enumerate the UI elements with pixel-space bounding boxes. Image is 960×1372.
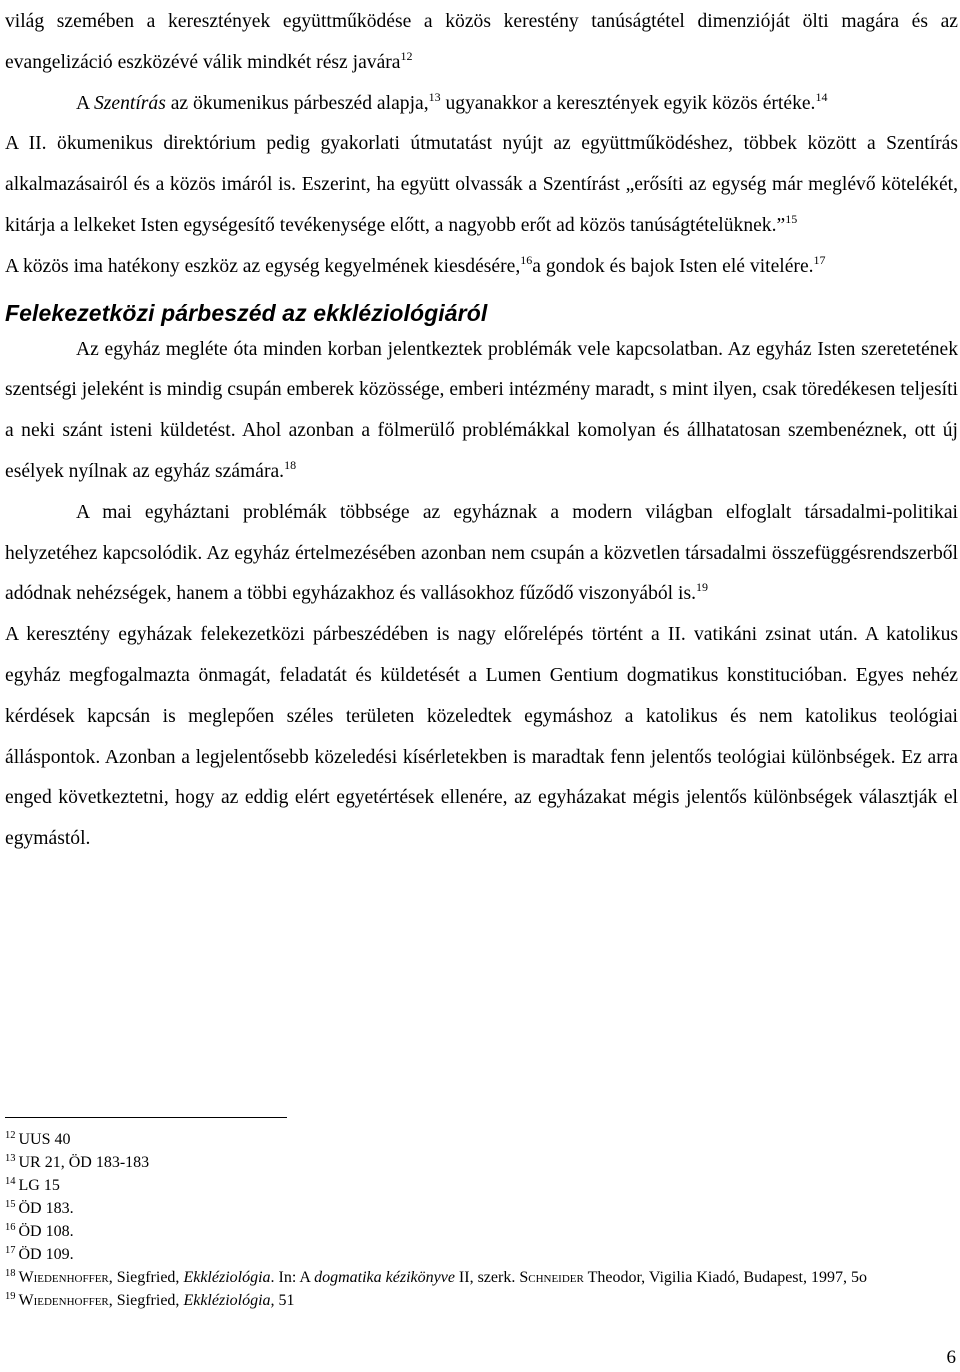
footnote xyxy=(5,1174,955,1197)
footnote-number: 17 xyxy=(5,1244,16,1256)
footnote-text: ÖD 109. xyxy=(18,1246,74,1263)
footnote-number: 13 xyxy=(5,1152,16,1164)
italic-term: Szentírás xyxy=(93,92,166,114)
footnote xyxy=(5,1128,955,1151)
paragraph-7 xyxy=(5,615,958,860)
paragraph-1 xyxy=(5,2,958,84)
footnote-editor: Schneider xyxy=(519,1269,584,1286)
footnote xyxy=(5,1220,955,1243)
footnote-ref[interactable]: 19 xyxy=(696,580,708,595)
footnote-title: Ekkléziológia xyxy=(183,1269,271,1286)
footnote-ref[interactable]: 16 xyxy=(520,252,533,267)
footnote-text: ÖD 108. xyxy=(18,1223,74,1240)
paragraph-text: az ökumenikus párbeszéd alapja, xyxy=(165,92,429,114)
footnote-text: Theodor, Vigilia Kiadó, Budapest, 1997, 5o xyxy=(583,1269,867,1286)
footnote-number: 15 xyxy=(5,1198,16,1210)
footnote xyxy=(5,1197,955,1220)
footnote-ref[interactable]: 18 xyxy=(284,458,297,473)
paragraph-text: A II. ökumenikus direktórium pedig gyakorlati útmutatást nyújt az együttműködéshez, többek között a Szentírás alkalmazásairól és a közös imáról is. Eszerint, ha együtt olvassák a Szentírást „erősíti az egység már meglévő kötelékét, kitárja a lelkeket Isten egységesítő tevékenysége előtt, a nagyobb erőt ad közös tanúságtételüknek.” xyxy=(5,133,958,236)
footnote-separator xyxy=(5,1117,287,1118)
footnote-text: Siegfried, xyxy=(112,1292,184,1309)
footnote-text: UUS 40 xyxy=(18,1131,71,1148)
paragraph-6 xyxy=(5,493,958,615)
page-number: 6 xyxy=(946,1347,956,1368)
footnotes xyxy=(5,1128,955,1312)
footnote-author: Wiedenhoffer, xyxy=(18,1292,113,1309)
paragraph-text: világ szemében a keresztények együttműködése a közös kerestény tanúságtétel dimenzióját ölti magára és az evangelizáció eszközévé válik mindkét rész javára xyxy=(5,11,958,73)
footnote-number: 19 xyxy=(5,1290,16,1302)
footnote xyxy=(5,1243,955,1266)
footnote-ref[interactable]: 14 xyxy=(815,89,828,104)
section-heading: Felekezetközi párbeszéd az ekkléziológiáról xyxy=(5,299,488,326)
footnote-ref[interactable]: 12 xyxy=(400,49,413,63)
footnote-number: 12 xyxy=(5,1129,16,1141)
paragraph-text: A keresztény egyházak felekezetközi párbeszédében is nagy előrelépés történt a II. vatikáni zsinat után. A katolikus egyház megfogalmazta önmagát, feladatát és küldetését a Lumen Gentium dogmatikus konstitucióban. Egyes nehéz kérdések kapcsán is meglepően széles területen közeledtek egymáshoz a katolikus és nem katolikus teológiai álláspontok. Azonban a legjelentősebb közeledési kísérletekben is maradtak fenn jelentős teológiai különbségek. Ez arra enged következtetni, hogy az eddig elért egyetértések ellenére, az egyházakat mégis jelentős különbségek választják el egymástól. xyxy=(5,624,958,850)
footnote-ref[interactable]: 17 xyxy=(813,252,826,267)
footnote-ref[interactable]: 13 xyxy=(428,89,441,104)
paragraph-text: A mai egyháztani problémák többsége az egyháznak a modern világban elfoglalt társadalmi-politikai helyzetéhez kapcsolódik. Az egyház értelmezésében azonban nem csupán a közvetlen társadalmi összefüggésrendszerből adódnak nehézségek, hanem a többi egyházakhoz és vallásokhoz fűződő viszonyából is. xyxy=(5,501,958,605)
footnote-text: II, szerk. xyxy=(454,1269,520,1286)
paragraph-4 xyxy=(5,247,958,288)
footnote-text: . In: A xyxy=(270,1269,315,1286)
paragraph-text: a gondok és bajok Isten elé vitelére. xyxy=(532,255,814,277)
footnote-number: 16 xyxy=(5,1221,16,1233)
footnote xyxy=(5,1151,955,1174)
paragraph-2 xyxy=(5,84,958,125)
footnote-ref[interactable]: 15 xyxy=(785,212,798,227)
footnote-number: 18 xyxy=(5,1267,16,1279)
paragraph-text: ugyanakkor a keresztények egyik közös értéke. xyxy=(440,92,816,114)
footnote xyxy=(5,1266,955,1289)
footnote-text: LG 15 xyxy=(18,1177,60,1194)
paragraph-5 xyxy=(5,330,958,493)
footnote-text: Siegfried, xyxy=(112,1269,184,1286)
footnote-author: Wiedenhoffer, xyxy=(18,1269,113,1286)
footnote-text: UR 21, ÖD 183-183 xyxy=(18,1154,150,1171)
paragraph-text: A xyxy=(76,92,94,114)
paragraph-3 xyxy=(5,124,958,246)
paragraph-text: Az egyház megléte óta minden korban jelentkeztek problémák vele kapcsolatban. Az egyház Isten szeretetének szentségi jeleként is mindig csupán emberek közössége, emberi intézmény maradt, s mint ilyen, csak töredékesen teljesíti a neki szánt isteni küldetést. Ahol azonban a fölmerülő problémákkal komolyan és állhatatosan szembenéznek, ott új esélyek nyílnak az egyház számára. xyxy=(5,338,958,482)
footnote-text: ÖD 183. xyxy=(18,1200,74,1217)
footnote xyxy=(5,1289,955,1312)
document-page xyxy=(5,2,958,860)
footnote-book-title: dogmatika kézikönyve xyxy=(314,1269,455,1286)
footnote-text: 51 xyxy=(274,1292,295,1309)
paragraph-text: A közös ima hatékony eszköz az egység kegyelmének kiesdésére, xyxy=(5,255,521,277)
footnote-title: Ekkléziológia, xyxy=(183,1292,275,1309)
footnote-number: 14 xyxy=(5,1175,16,1187)
